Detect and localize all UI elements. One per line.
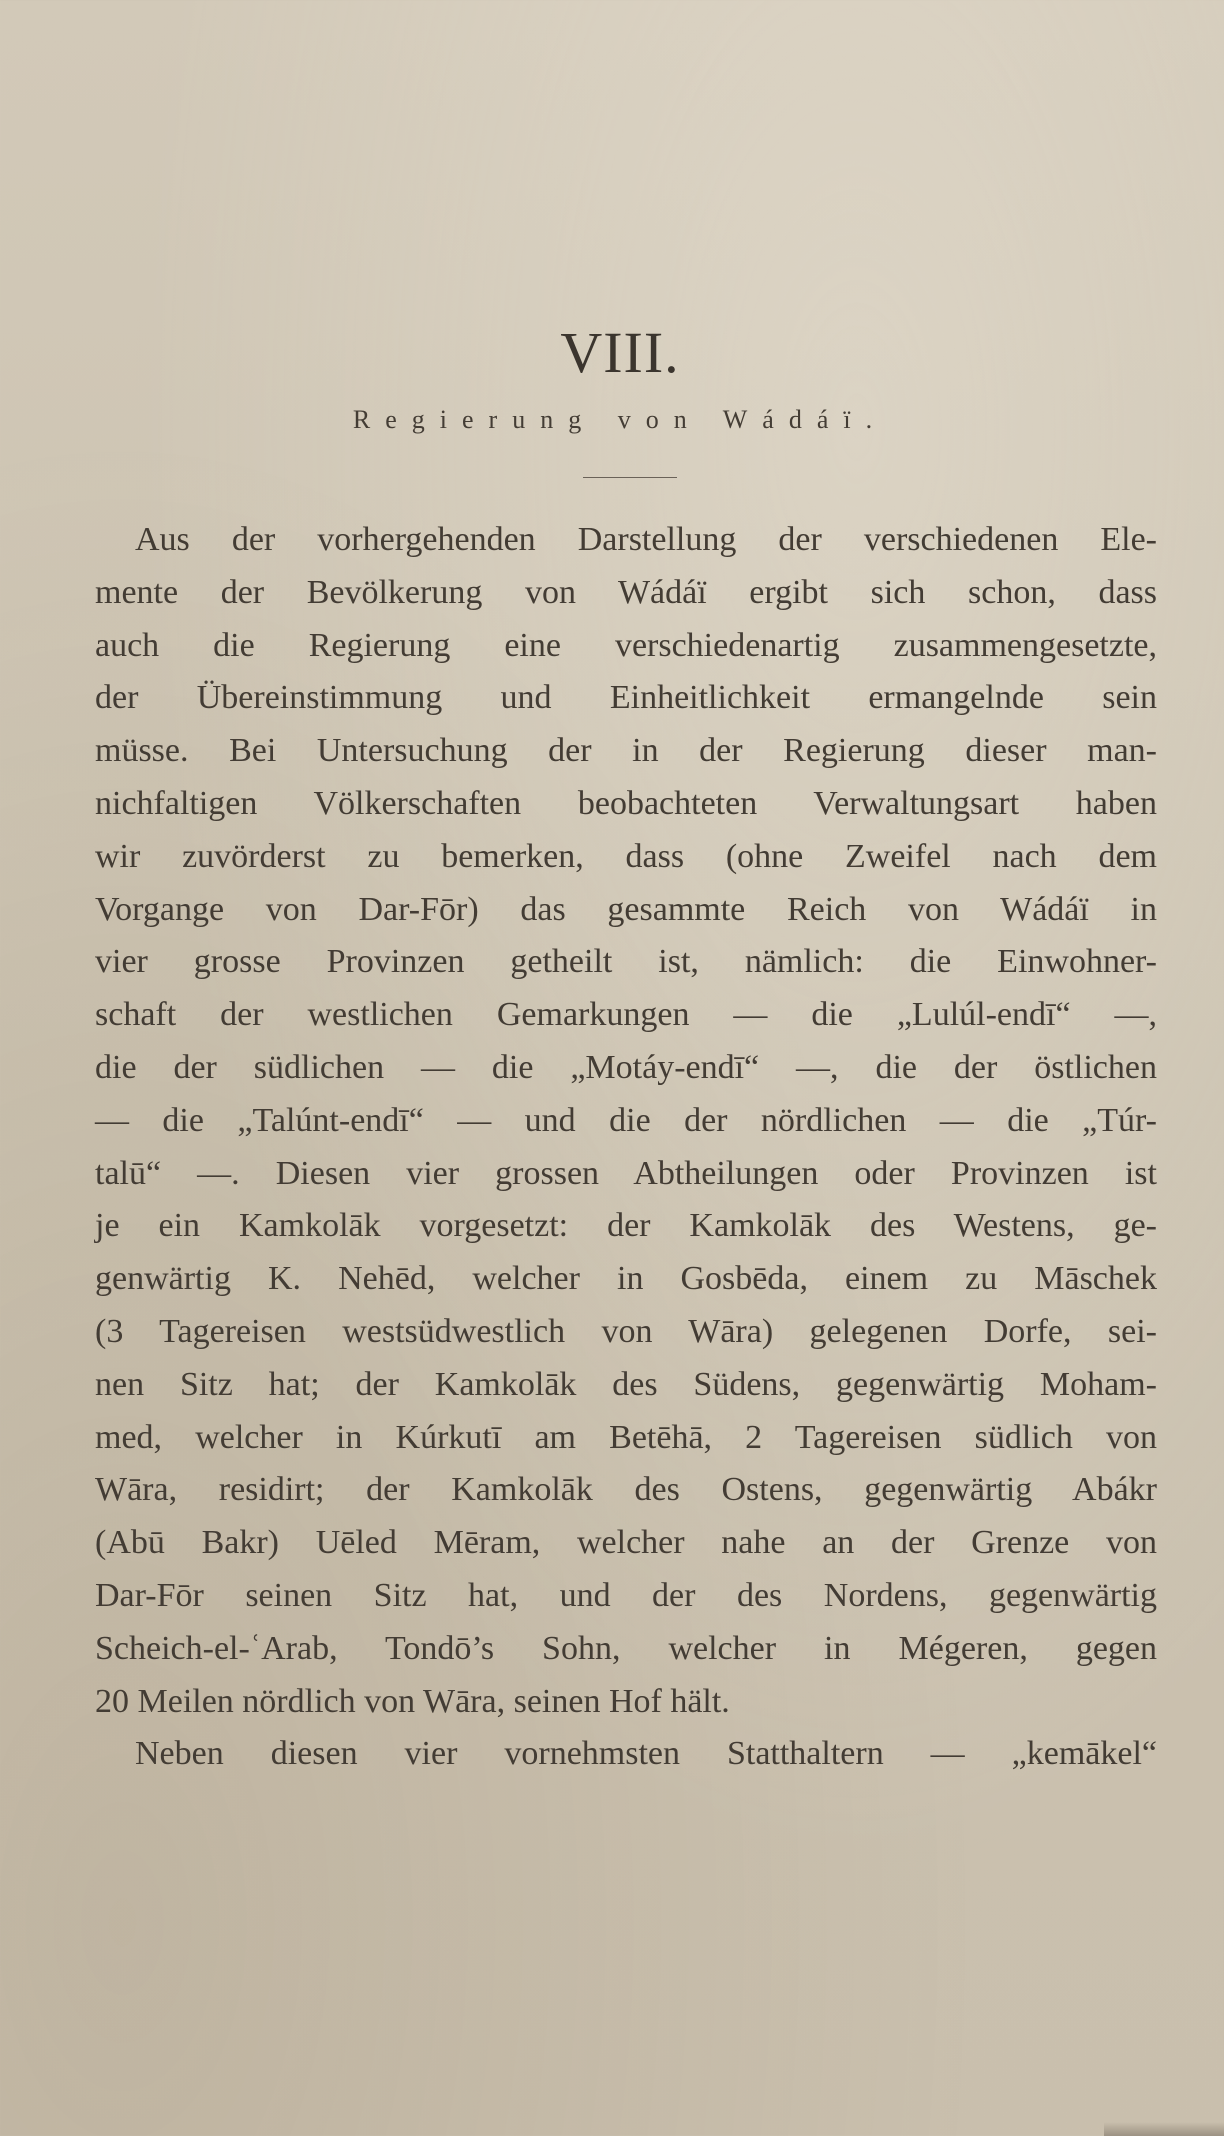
text-line: (Abū Bakr) Uēled Mēram, welcher nahe an der Grenze von bbox=[95, 1524, 1157, 1562]
text-line: 20 Meilen nördlich von Wāra, seinen Hof hält. bbox=[95, 1682, 730, 1720]
text-line: Wāra, residirt; der Kamkolāk des Ostens, gegenwärtig Abákr bbox=[95, 1471, 1157, 1509]
page-corner-shadow bbox=[1104, 2122, 1224, 2136]
text-line: auch die Regierung eine verschiedenartig zusammengesetzte, bbox=[95, 626, 1157, 664]
section-divider bbox=[583, 477, 677, 478]
chapter-title: Regierung von Wádáï. bbox=[352, 405, 888, 434]
text-line: Scheich-el-ʿArab, Tondō’s Sohn, welcher in Mégeren, gegen bbox=[95, 1629, 1157, 1667]
text-line: müsse. Bei Untersuchung der in der Regierung dieser man- bbox=[95, 732, 1157, 770]
text-line: nen Sitz hat; der Kamkolāk des Südens, gegenwärtig Moham- bbox=[95, 1365, 1157, 1403]
text-line: Neben diesen vier vornehmsten Statthaltern — „kemākel“ bbox=[135, 1735, 1157, 1773]
text-line: die der südlichen — die „Motáy-endī“ —, die der östlichen bbox=[95, 1048, 1157, 1086]
text-line: nichfaltigen Völkerschaften beobachteten Verwaltungsart haben bbox=[95, 784, 1157, 822]
text-line: mente der Bevölkerung von Wádáï ergibt sich schon, dass bbox=[95, 573, 1157, 611]
body-text bbox=[95, 514, 1157, 1781]
text-line: — die „Talúnt-endī“ — und die der nördlichen — die „Túr- bbox=[95, 1101, 1157, 1139]
chapter-number: VIII. bbox=[560, 320, 680, 385]
text-line: je ein Kamkolāk vorgesetzt: der Kamkolāk des Westens, ge- bbox=[95, 1207, 1157, 1245]
text-line: (3 Tagereisen westsüdwestlich von Wāra) gelegenen Dorfe, sei- bbox=[95, 1312, 1157, 1350]
text-line: talū“ —. Diesen vier grossen Abtheilungen oder Provinzen ist bbox=[95, 1154, 1157, 1192]
text-line: der Übereinstimmung und Einheitlichkeit ermangelnde sein bbox=[95, 679, 1157, 717]
text-line: genwärtig K. Nehēd, welcher in Gosbēda, einem zu Māschek bbox=[95, 1260, 1157, 1298]
text-line: wir zuvörderst zu bemerken, dass (ohne Zweifel nach dem bbox=[95, 837, 1157, 875]
text-line: vier grosse Provinzen getheilt ist, nämlich: die Einwohner- bbox=[95, 943, 1157, 981]
text-line: med, welcher in Kúrkutī am Betēhā, 2 Tagereisen südlich von bbox=[95, 1418, 1157, 1456]
text-line: Aus der vorhergehenden Darstellung der verschiedenen Ele- bbox=[135, 521, 1157, 558]
text-line: schaft der westlichen Gemarkungen — die „Lulúl-endī“ —, bbox=[95, 996, 1157, 1034]
text-line: Vorgange von Dar-Fōr) das gesammte Reich von Wádáï in bbox=[95, 890, 1157, 928]
text-line: Dar-Fōr seinen Sitz hat, und der des Nordens, gegenwärtig bbox=[95, 1576, 1157, 1614]
